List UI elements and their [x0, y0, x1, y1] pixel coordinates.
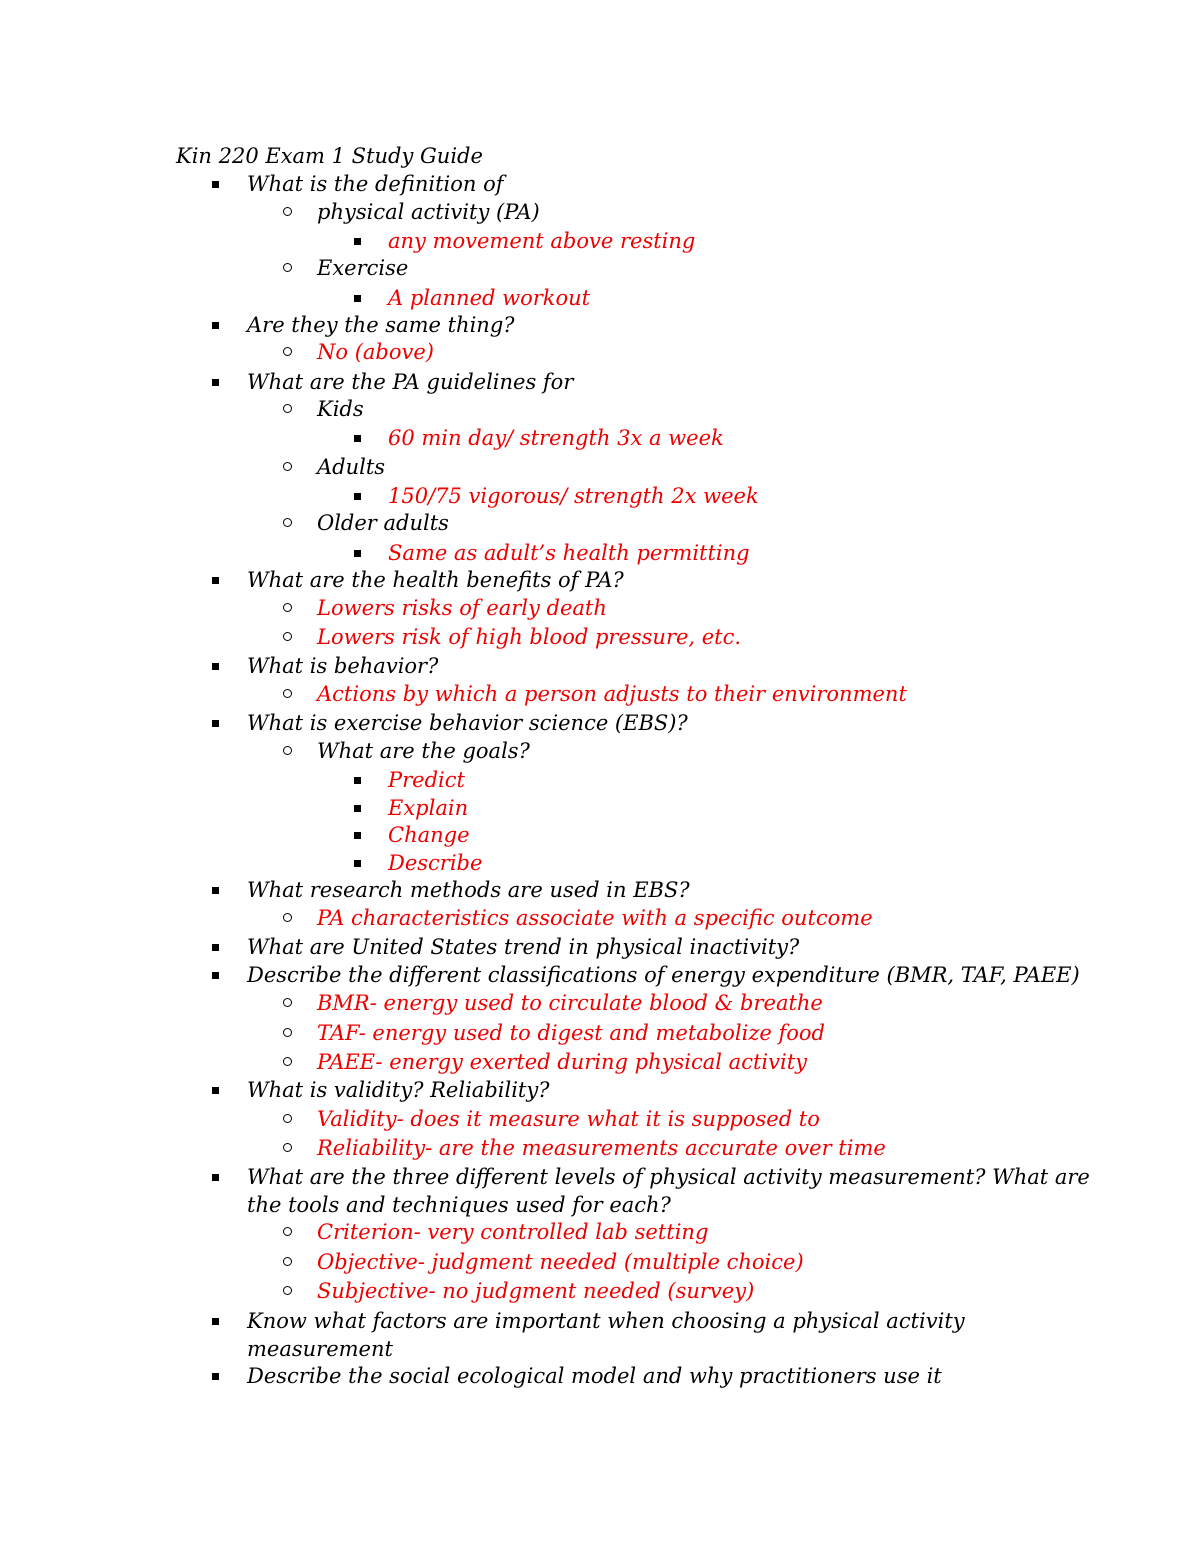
square-bullet-icon: [354, 435, 361, 442]
hollow-circle-bullet-icon: [283, 746, 292, 755]
square-bullet-icon: [354, 550, 361, 557]
hollow-circle-bullet-icon: [283, 1286, 292, 1295]
square-bullet-icon: [212, 1087, 219, 1094]
question-text: What are United States trend in physical inactivity?: [247, 935, 800, 959]
answer-text: PAEE- energy exerted during physical activity: [317, 1050, 807, 1074]
question-text: What is behavior?: [247, 654, 439, 678]
answer-text: Explain: [388, 796, 469, 820]
question-text: What are the health benefits of PA?: [247, 568, 624, 592]
answer-text: 60 min day/ strength 3x a week: [388, 426, 724, 450]
question-text: Older adults: [317, 511, 449, 535]
question-text: What are the three different levels of physical activity measurement? What are: [247, 1165, 1090, 1189]
hollow-circle-bullet-icon: [283, 603, 292, 612]
answer-text: Objective- judgment needed (multiple choice): [317, 1250, 804, 1274]
hollow-circle-bullet-icon: [283, 689, 292, 698]
square-bullet-icon: [212, 720, 219, 727]
square-bullet-icon: [212, 181, 219, 188]
question-text: Adults: [317, 455, 386, 479]
answer-text: Same as adult’s health permitting: [388, 541, 750, 565]
square-bullet-icon: [354, 832, 361, 839]
question-text-continuation: measurement: [247, 1337, 393, 1361]
question-text: Describe the different classifications of energy expenditure (BMR, TAF, PAEE): [247, 963, 1080, 987]
answer-text: Describe: [388, 851, 483, 875]
hollow-circle-bullet-icon: [283, 1057, 292, 1066]
square-bullet-icon: [212, 379, 219, 386]
square-bullet-icon: [212, 1174, 219, 1181]
hollow-circle-bullet-icon: [283, 1257, 292, 1266]
page-title: Kin 220 Exam 1 Study Guide: [176, 144, 483, 168]
square-bullet-icon: [212, 1318, 219, 1325]
answer-text: A planned workout: [388, 286, 591, 310]
answer-text: any movement above resting: [388, 229, 696, 253]
question-text: Exercise: [317, 256, 409, 280]
question-text: What are the goals?: [317, 739, 530, 763]
square-bullet-icon: [354, 777, 361, 784]
question-text-continuation: the tools and techniques used for each?: [247, 1193, 671, 1217]
answer-text: Actions by which a person adjusts to their environment: [317, 682, 907, 706]
hollow-circle-bullet-icon: [283, 1028, 292, 1037]
hollow-circle-bullet-icon: [283, 347, 292, 356]
square-bullet-icon: [212, 577, 219, 584]
question-text: What is the definition of: [247, 172, 504, 196]
square-bullet-icon: [212, 322, 219, 329]
hollow-circle-bullet-icon: [283, 462, 292, 471]
hollow-circle-bullet-icon: [283, 1227, 292, 1236]
square-bullet-icon: [354, 860, 361, 867]
square-bullet-icon: [354, 238, 361, 245]
answer-text: Change: [388, 823, 470, 847]
question-text: What are the PA guidelines for: [247, 370, 574, 394]
square-bullet-icon: [212, 972, 219, 979]
hollow-circle-bullet-icon: [283, 207, 292, 216]
question-text: Are they the same thing?: [247, 313, 515, 337]
square-bullet-icon: [212, 944, 219, 951]
answer-text: TAF- energy used to digest and metabolize food: [317, 1021, 825, 1045]
hollow-circle-bullet-icon: [283, 1114, 292, 1123]
square-bullet-icon: [354, 493, 361, 500]
question-text: Know what factors are important when choosing a physical activity: [247, 1309, 965, 1333]
question-text: Describe the social ecological model and why practitioners use it: [247, 1364, 942, 1388]
answer-text: Reliability- are the measurements accurate over time: [317, 1136, 886, 1160]
hollow-circle-bullet-icon: [283, 632, 292, 641]
answer-text: Criterion- very controlled lab setting: [317, 1220, 709, 1244]
question-text: What is validity? Reliability?: [247, 1078, 550, 1102]
square-bullet-icon: [354, 805, 361, 812]
answer-text: No (above): [317, 340, 434, 364]
hollow-circle-bullet-icon: [283, 518, 292, 527]
question-text: Kids: [317, 397, 364, 421]
question-text: What is exercise behavior science (EBS)?: [247, 711, 688, 735]
hollow-circle-bullet-icon: [283, 998, 292, 1007]
answer-text: 150/75 vigorous/ strength 2x week: [388, 484, 759, 508]
answer-text: Subjective- no judgment needed (survey): [317, 1279, 755, 1303]
question-text: What research methods are used in EBS?: [247, 878, 690, 902]
square-bullet-icon: [212, 887, 219, 894]
square-bullet-icon: [212, 1373, 219, 1380]
answer-text: Predict: [388, 768, 465, 792]
question-text: physical activity (PA): [317, 200, 540, 224]
answer-text: BMR- energy used to circulate blood & breathe: [317, 991, 823, 1015]
hollow-circle-bullet-icon: [283, 263, 292, 272]
hollow-circle-bullet-icon: [283, 913, 292, 922]
answer-text: Lowers risks of early death: [317, 596, 607, 620]
square-bullet-icon: [212, 663, 219, 670]
hollow-circle-bullet-icon: [283, 1143, 292, 1152]
answer-text: Lowers risk of high blood pressure, etc.: [317, 625, 742, 649]
answer-text: Validity- does it measure what it is supposed to: [317, 1107, 820, 1131]
hollow-circle-bullet-icon: [283, 404, 292, 413]
square-bullet-icon: [354, 295, 361, 302]
answer-text: PA characteristics associate with a specific outcome: [317, 906, 873, 930]
